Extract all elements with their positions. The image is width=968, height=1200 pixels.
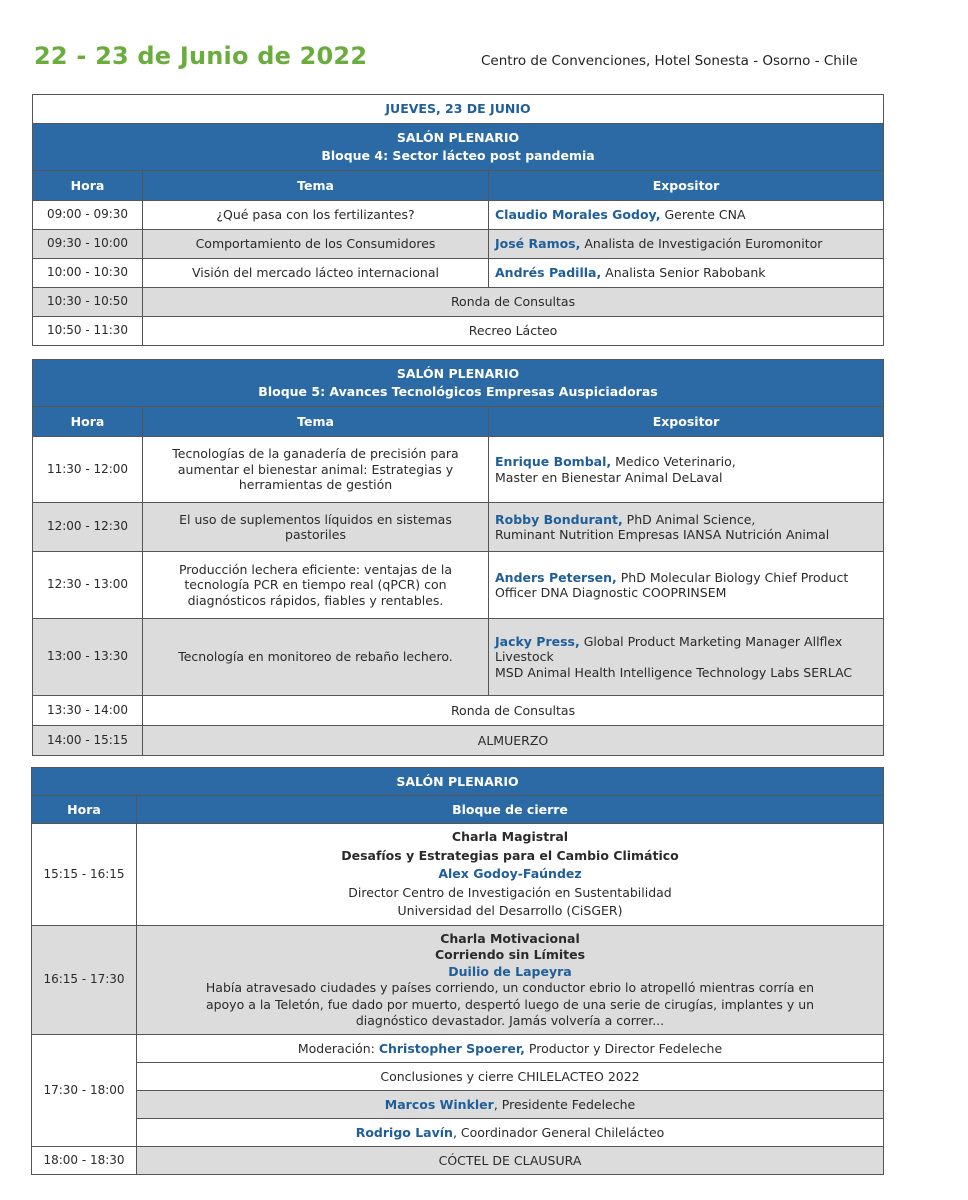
block4-table — [32, 94, 884, 346]
table-row — [32, 824, 884, 926]
block4-header — [33, 124, 884, 171]
row-tema: Tecnología en monitoreo de rebaño lechero. — [143, 619, 489, 696]
row-tema: Comportamiento de los Consumidores — [143, 230, 489, 259]
magistral-cell — [137, 824, 884, 926]
row-tema: Tecnologías de la ganadería de precisión para aumentar el bienestar animal: Estrategias y herramientas de gestión — [143, 437, 489, 503]
row-hora: 10:30 - 10:50 — [33, 288, 143, 317]
row-expositor — [489, 259, 884, 288]
col-tema: Tema — [143, 171, 489, 201]
salon-label: SALÓN PLENARIO — [396, 366, 520, 381]
row-hora: 15:15 - 16:15 — [32, 824, 137, 926]
speaker-role: Medico Veterinario, — [611, 454, 736, 469]
talk-title: Desafíos y Estrategias para el Cambio Climático — [341, 847, 679, 863]
table-row — [32, 1063, 884, 1091]
speaker-org: Universidad del Desarrollo (CiSGER) — [397, 903, 623, 919]
talk-description: Había atravesado ciudades y países corriendo, un conductor ebrio lo atropelló mientras corría en apoyo a la Teletón, fue dado por muerto, despertó luego de una serie de cirugías, implantes y un diagnóstico devastador. Jamás volvería a correr... — [205, 980, 815, 1028]
speaker-name: Claudio Morales Godoy, — [495, 207, 661, 223]
presenter-cell — [137, 1119, 884, 1147]
table-row — [33, 696, 884, 726]
table-row — [33, 437, 884, 503]
row-activity: Ronda de Consultas — [143, 288, 884, 317]
day-label: JUEVES, 23 DE JUNIO — [33, 95, 884, 124]
speaker-role-2: MSD Animal Health Intelligence Technology Labs SERLAC — [495, 664, 853, 680]
block4-title: Bloque 4: Sector lácteo post pandemia — [321, 148, 595, 163]
row-hora: 12:30 - 13:00 — [33, 552, 143, 619]
block5-header — [33, 360, 884, 407]
row-hora: 10:00 - 10:30 — [33, 259, 143, 288]
speaker-name: José Ramos, — [495, 236, 581, 252]
col-hora: Hora — [33, 407, 143, 437]
speaker-role: Gerente CNA — [660, 207, 746, 223]
salon-label: SALÓN PLENARIO — [396, 130, 520, 145]
row-hora: 14:00 - 15:15 — [33, 726, 143, 756]
block5-title: Bloque 5: Avances Tecnológicos Empresas Auspiciadoras — [258, 384, 658, 399]
row-expositor — [489, 619, 884, 696]
col-expositor: Expositor — [489, 407, 884, 437]
event-venue: Centro de Convenciones, Hotel Sonesta - Osorno - Chile — [481, 53, 858, 69]
row-activity: ALMUERZO — [143, 726, 884, 756]
table-row — [32, 926, 884, 1035]
row-hora: 11:30 - 12:00 — [33, 437, 143, 503]
table-row — [33, 552, 884, 619]
speaker-name: Anders Petersen, — [495, 569, 617, 585]
row-hora: 12:00 - 12:30 — [33, 503, 143, 552]
speaker-role: PhD Animal Science, — [622, 511, 756, 527]
speaker-name: Enrique Bombal, — [495, 454, 612, 469]
speaker-role: , Coordinador General Chilelácteo — [452, 1124, 665, 1140]
row-activity: Ronda de Consultas — [143, 696, 884, 726]
speaker-name: Marcos Winkler — [384, 1096, 494, 1112]
moderacion-cell — [137, 1035, 884, 1063]
table-row — [32, 1119, 884, 1147]
table-row — [33, 317, 884, 346]
speaker-role: , Presidente Fedeleche — [493, 1096, 636, 1112]
speaker-role: Analista de Investigación Euromonitor — [580, 236, 823, 252]
row-tema: Producción lechera eficiente: ventajas de la tecnología PCR en tiempo real (qPCR) con diagnósticos rápidos, fiables y rentables. — [143, 552, 489, 619]
block5-table — [32, 359, 884, 756]
row-hora: 09:30 - 10:00 — [33, 230, 143, 259]
row-activity: Recreo Lácteo — [143, 317, 884, 346]
col-hora: Hora — [32, 796, 137, 824]
speaker-role-2: Master en Bienestar Animal DeLaval — [495, 469, 723, 485]
speaker-name: Rodrigo Lavín — [355, 1124, 453, 1140]
conclusiones-cell: Conclusiones y cierre CHILELACTEO 2022 — [137, 1063, 884, 1091]
col-expositor: Expositor — [489, 171, 884, 201]
table-row — [33, 259, 884, 288]
speaker-role: PhD Molecular Biology Chief Product Officer DNA Diagnostic COOPRINSEM — [495, 569, 849, 600]
col-hora: Hora — [33, 171, 143, 201]
row-hora: 13:30 - 14:00 — [33, 696, 143, 726]
table-row — [32, 1147, 884, 1175]
table-row — [33, 288, 884, 317]
row-hora: 18:00 - 18:30 — [32, 1147, 137, 1175]
closing-salon: SALÓN PLENARIO — [32, 768, 884, 796]
speaker-role: Director Centro de Investigación en Sustentabilidad — [348, 884, 672, 900]
table-row — [32, 1035, 884, 1063]
row-tema: ¿Qué pasa con los fertilizantes? — [143, 201, 489, 230]
speaker-name: Jacky Press, — [495, 633, 580, 649]
closing-table — [31, 767, 884, 1175]
row-expositor — [489, 503, 884, 552]
row-hora: 09:00 - 09:30 — [33, 201, 143, 230]
row-hora: 10:50 - 11:30 — [33, 317, 143, 346]
table-row — [33, 619, 884, 696]
speaker-name: Christopher Spoerer, — [378, 1040, 525, 1056]
talk-type: Charla Magistral — [451, 829, 569, 845]
speaker-name: Alex Godoy-Faúndez — [438, 866, 582, 882]
event-date: 22 - 23 de Junio de 2022 — [34, 42, 368, 70]
talk-title: Corriendo sin Límites — [434, 947, 586, 962]
row-hora: 13:00 - 13:30 — [33, 619, 143, 696]
presenter-cell — [137, 1091, 884, 1119]
row-tema: El uso de suplementos líquidos en sistemas pastoriles — [143, 503, 489, 552]
speaker-role-2: Ruminant Nutrition Empresas IANSA Nutrición Animal — [495, 527, 830, 542]
row-hora: 17:30 - 18:00 — [32, 1035, 137, 1147]
col-tema: Tema — [143, 407, 489, 437]
table-row — [33, 503, 884, 552]
speaker-role: Global Product Marketing Manager Allflex Livestock — [495, 633, 843, 665]
speaker-name: Duilio de Lapeyra — [448, 963, 572, 979]
talk-type: Charla Motivacional — [440, 930, 580, 946]
row-expositor — [489, 230, 884, 259]
moderacion-label: Moderación: — [297, 1040, 379, 1056]
row-tema: Visión del mercado lácteo internacional — [143, 259, 489, 288]
speaker-name: Robby Bondurant, — [495, 511, 623, 527]
table-row — [33, 726, 884, 756]
speaker-role: Analista Senior Rabobank — [601, 265, 766, 281]
speaker-name: Andrés Padilla, — [495, 265, 602, 281]
row-expositor — [489, 552, 884, 619]
motivacional-cell — [137, 926, 884, 1035]
row-expositor — [489, 201, 884, 230]
row-hora: 16:15 - 17:30 — [32, 926, 137, 1035]
table-row — [33, 230, 884, 259]
speaker-role: Productor y Director Fedeleche — [524, 1040, 723, 1056]
row-activity: CÓCTEL DE CLAUSURA — [137, 1147, 884, 1175]
table-row — [33, 201, 884, 230]
col-bloque-cierre: Bloque de cierre — [137, 796, 884, 824]
table-row — [32, 1091, 884, 1119]
row-expositor — [489, 437, 884, 503]
